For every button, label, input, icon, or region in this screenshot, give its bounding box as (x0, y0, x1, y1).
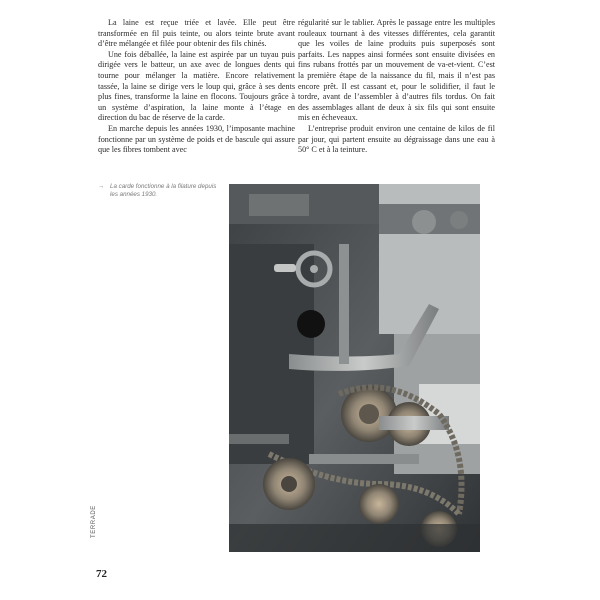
paragraph: L’entreprise produit environ une centaine de kilos de fil par jour, qui partent ensuite au dégraissage dans une eau à 50° C et à la teinture. (298, 123, 495, 155)
paragraph: La laine est reçue triée et lavée. Elle peut être transformée en fil puis teinte, ou alors teinte brute avant d’être mélangée et filée pour obtenir des fils chinés. (98, 18, 295, 49)
arrow-icon: → (98, 183, 105, 190)
paragraph: régularité sur le tablier. Après le passage entre les multiples rouleaux tournant à des vitesses différentes, cela garantit que les voiles de laine produits puis superposés sont parfaits. Les nappes ainsi formées sont ensuite divisées en fins rubans frottés par un mouvement de va-et-vient. C’est la première étape de la naissance du fil, mais il n’est pas encore prêt. Il est cassant et, pour le solidifier, il faut le tordre, avant de l’assembler à d’autres fils tordus. On fait des assemblages allant de deux à six fils qui sont ensuite mis en écheveaux. (298, 18, 495, 123)
paragraph: En marche depuis les années 1930, l’imposante machine fonctionne par un système de poids et de bascule qui assure que les fibres tombent avec (98, 123, 295, 155)
side-label-text: TERRADE (91, 505, 97, 538)
photo-caption (98, 183, 224, 199)
caption-text: La carde fonctionne à la filature depuis les années 1930. (110, 183, 217, 198)
machine-photo (229, 184, 480, 552)
text-column-right (298, 18, 495, 156)
page-number: 72 (96, 568, 107, 580)
text-column-left (98, 18, 295, 156)
paragraph: Une fois déballée, la laine est aspirée par un tuyau puis dirigée vers le batteur, un axe avec de longues dents qui tourne pour mélanger la matière. Encore relativement tassée, la laine se dirige vers le loup qui, grâce à ses dents plus fines, transforme la laine en flocons. Toujours grâce à un système d’aspiration, la laine monte à l’étage en direction du bac de réserve de la carde. (98, 49, 295, 123)
